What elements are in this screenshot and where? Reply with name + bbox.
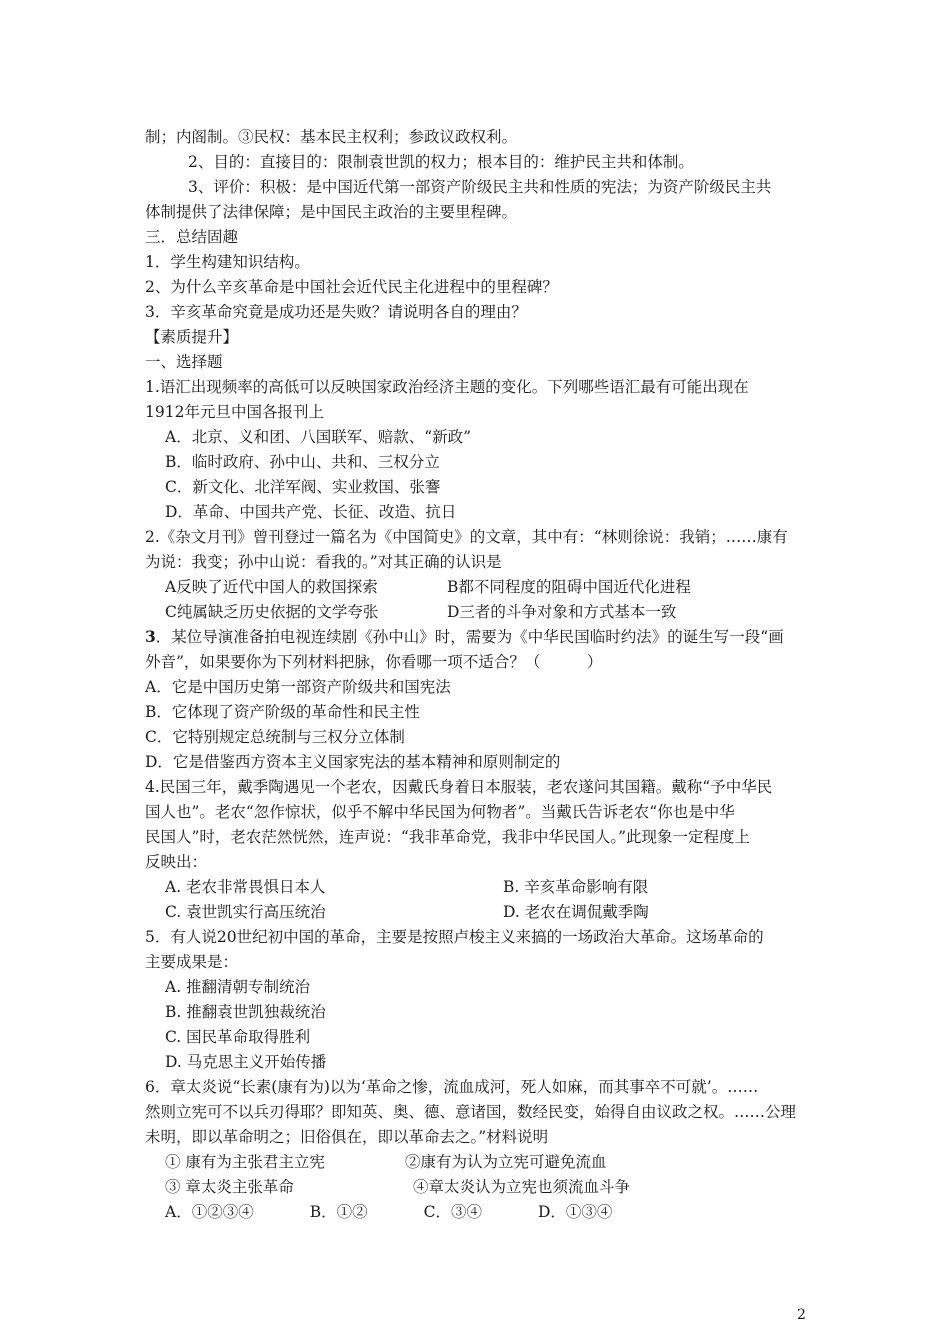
- option-b: B. 辛亥革命影响有限: [503, 878, 649, 896]
- option-a: A. 老农非常畏惧日本人: [165, 878, 326, 896]
- option-b: B. 推翻袁世凯独裁统治: [165, 1003, 326, 1021]
- statement-4: ④章太炎认为立宪也须流血斗争: [413, 1178, 631, 1196]
- option-c: C. 国民革命取得胜利: [165, 1028, 311, 1046]
- question-1: 1.语汇出现频率的高低可以反映国家政治经济主题的变化。下列哪些语汇最有可能出现在: [145, 378, 749, 396]
- statement-row: [165, 1152, 835, 1172]
- option-b: B．临时政府、孙中山、共和、三权分立: [165, 453, 440, 471]
- option-b: B都不同程度的阻碍中国近代化进程: [447, 578, 691, 596]
- option-c: C．新文化、北洋军阀、实业救国、张謇: [165, 478, 441, 496]
- text-line: 2、为什么辛亥革命是中国社会近代民主化进程中的里程碑？: [145, 278, 558, 296]
- option-d: D．①③④: [537, 1203, 613, 1221]
- text-line: 主要成果是：: [145, 953, 239, 971]
- option-c: C纯属缺乏历史依据的文学夸张: [165, 603, 379, 621]
- option-b: B．它体现了资产阶级的革命性和民主性: [145, 703, 420, 721]
- option-a: A．北京、义和团、八国联军、赔款、“新政”: [165, 428, 472, 446]
- section-heading: 三．总结固趣: [145, 228, 239, 246]
- text-line: 未明，即以革命明之；旧俗俱在，即以革命去之。”材料说明: [145, 1128, 549, 1146]
- option-c: C. 袁世凯实行高压统治: [165, 903, 326, 921]
- option-a: A. 推翻清朝专制统治: [165, 978, 311, 996]
- text-line: 然则立宪可不以兵刃得耶？即知英、奥、德、意诸国，数经民变，始得自由议政之权。……公理: [145, 1103, 797, 1121]
- question-4: 4.民国三年，戴季陶遇见一个老农，因戴氏身着日本服装，老农遂问其国籍。戴称“予中华民: [145, 778, 773, 796]
- statement-row: [165, 1177, 835, 1197]
- text-line: 2、目的：直接目的：限制袁世凯的权力；根本目的：维护民主共和体制。: [188, 153, 694, 171]
- option-row: [165, 602, 835, 622]
- section-heading: 【素质提升】: [145, 328, 239, 346]
- text-line: 外音”，如果要你为下列材料把脉，你看哪一项不适合？（ ）: [145, 653, 603, 671]
- option-c: C．③④: [423, 1203, 482, 1221]
- option-a: A．它是中国历史第一部资产阶级共和国宪法: [145, 678, 451, 696]
- option-a: A．①②③④: [165, 1203, 254, 1221]
- statement-2: ②康有为认为立宪可避免流血: [405, 1153, 607, 1171]
- statement-3: ③ 章太炎主张革命: [165, 1178, 294, 1196]
- option-d: D．革命、中国共产党、长征、改造、抗日: [165, 503, 457, 521]
- section-heading: 一、选择题: [145, 353, 223, 371]
- option-d: D. 老农在调侃戴季陶: [503, 903, 649, 921]
- option-row: [165, 1202, 835, 1222]
- page-number: 2: [797, 1307, 806, 1323]
- question-6: 6．章太炎说“长素(康有为)以为‘革命之惨，流血成河，死人如麻，而其事卒不可就’。……: [145, 1078, 759, 1096]
- option-d: D三者的斗争对象和方式基本一致: [447, 603, 677, 621]
- option-row: [165, 902, 835, 922]
- option-d: D. 马克思主义开始传播: [165, 1053, 327, 1071]
- text-line: 1912年元旦中国各报刊上: [145, 403, 324, 421]
- text-line: 1．学生构建知识结构。: [145, 253, 310, 271]
- option-row: [165, 577, 835, 597]
- text-line: 3、评价：积极：是中国近代第一部资产阶级民主共和性质的宪法；为资产阶级民主共: [188, 178, 772, 196]
- text-line: 反映出：: [145, 853, 208, 871]
- option-c: C．它特别规定总统制与三权分立体制: [145, 728, 405, 746]
- text-line: 体制提供了法律保障；是中国民主政治的主要里程碑。: [145, 203, 518, 221]
- text-line: 国人也”。老农“忽作惊状，似乎不解中华民国为何物者”。当戴氏告诉老农“你也是中华: [145, 803, 735, 821]
- text-line: 制；内阁制。③民权：基本民主权利；参政议政权利。: [145, 128, 518, 146]
- question-number: 3: [145, 627, 156, 646]
- text-line: 为说：我变；孙中山说：看我的。”对其正确的认识是: [145, 553, 502, 571]
- question-2: 2.《杂文月刊》曾刊登过一篇名为《中国简史》的文章，其中有：“林则徐说：我销；……康有: [145, 528, 788, 546]
- option-row: [165, 877, 835, 897]
- statement-1: ① 康有为主张君主立宪: [165, 1153, 325, 1171]
- option-a: A反映了近代中国人的救国探索: [165, 578, 378, 596]
- text-line: 3．辛亥革命究竟是成功还是失败？请说明各自的理由？: [145, 303, 527, 321]
- question-3: [145, 627, 815, 647]
- text-line: 民国人”时，老农茫然恍然，连声说：“我非革命党，我非中华民国人。”此现象一定程度上: [145, 828, 751, 846]
- question-text: ．某位导演准备拍电视连续剧《孙中山》时，需要为《中华民国临时约法》的诞生写一段“画: [155, 628, 784, 646]
- option-d: D．它是借鉴西方资本主义国家宪法的基本精神和原则制定的: [145, 753, 561, 771]
- question-5: 5．有人说20世纪初中国的革命，主要是按照卢梭主义来搞的一场政治大革命。这场革命的: [145, 928, 764, 946]
- option-b: B．①②: [309, 1203, 368, 1221]
